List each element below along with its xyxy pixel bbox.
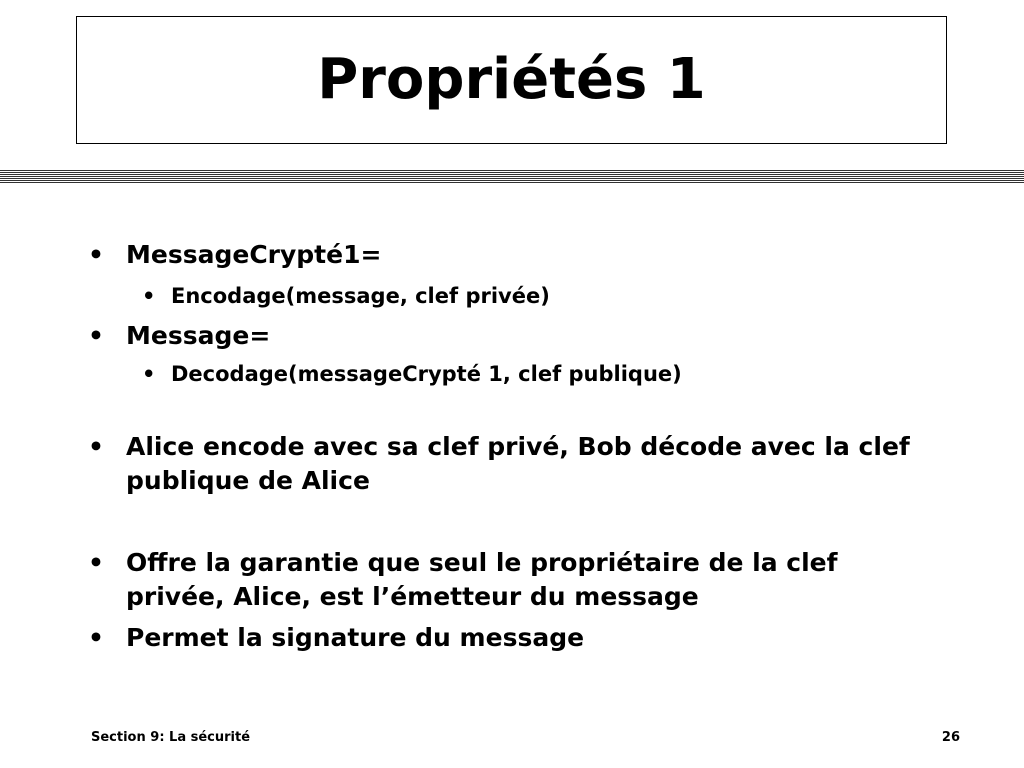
bullet-item	[88, 546, 926, 614]
bullet-item	[88, 430, 956, 498]
bullet-icon: •	[88, 240, 104, 269]
footer-page-number: 26	[941, 730, 960, 745]
bullet-text: Alice encode avec sa clef privé, Bob décode avec la clef publique de Alice	[126, 432, 910, 495]
sub-bullet-item	[142, 360, 951, 388]
sub-bullet-item	[142, 282, 951, 310]
slide-title: Propriétés 1	[317, 47, 706, 112]
bullet-icon: •	[142, 362, 156, 386]
sub-bullet-text: Encodage(message, clef privée)	[171, 284, 550, 308]
bullet-text: Permet la signature du message	[126, 623, 585, 652]
bullet-text: Offre la garantie que seul le propriétaire de la clef privée, Alice, est l’émetteur du message	[126, 548, 838, 611]
bullet-icon: •	[88, 321, 104, 350]
footer-section-label: Section 9: La sécurité	[91, 730, 251, 745]
bullet-item	[88, 238, 956, 272]
bullet-icon: •	[88, 432, 104, 461]
bullet-text: MessageCrypté1=	[126, 240, 382, 269]
bullet-icon: •	[88, 548, 104, 577]
sub-bullet-text: Decodage(messageCrypté 1, clef publique)	[171, 362, 682, 386]
bullet-icon: •	[142, 284, 156, 308]
bullet-item	[88, 621, 956, 655]
bullet-text: Message=	[126, 321, 271, 350]
bullet-icon: •	[88, 623, 104, 652]
bullet-item	[88, 319, 956, 353]
